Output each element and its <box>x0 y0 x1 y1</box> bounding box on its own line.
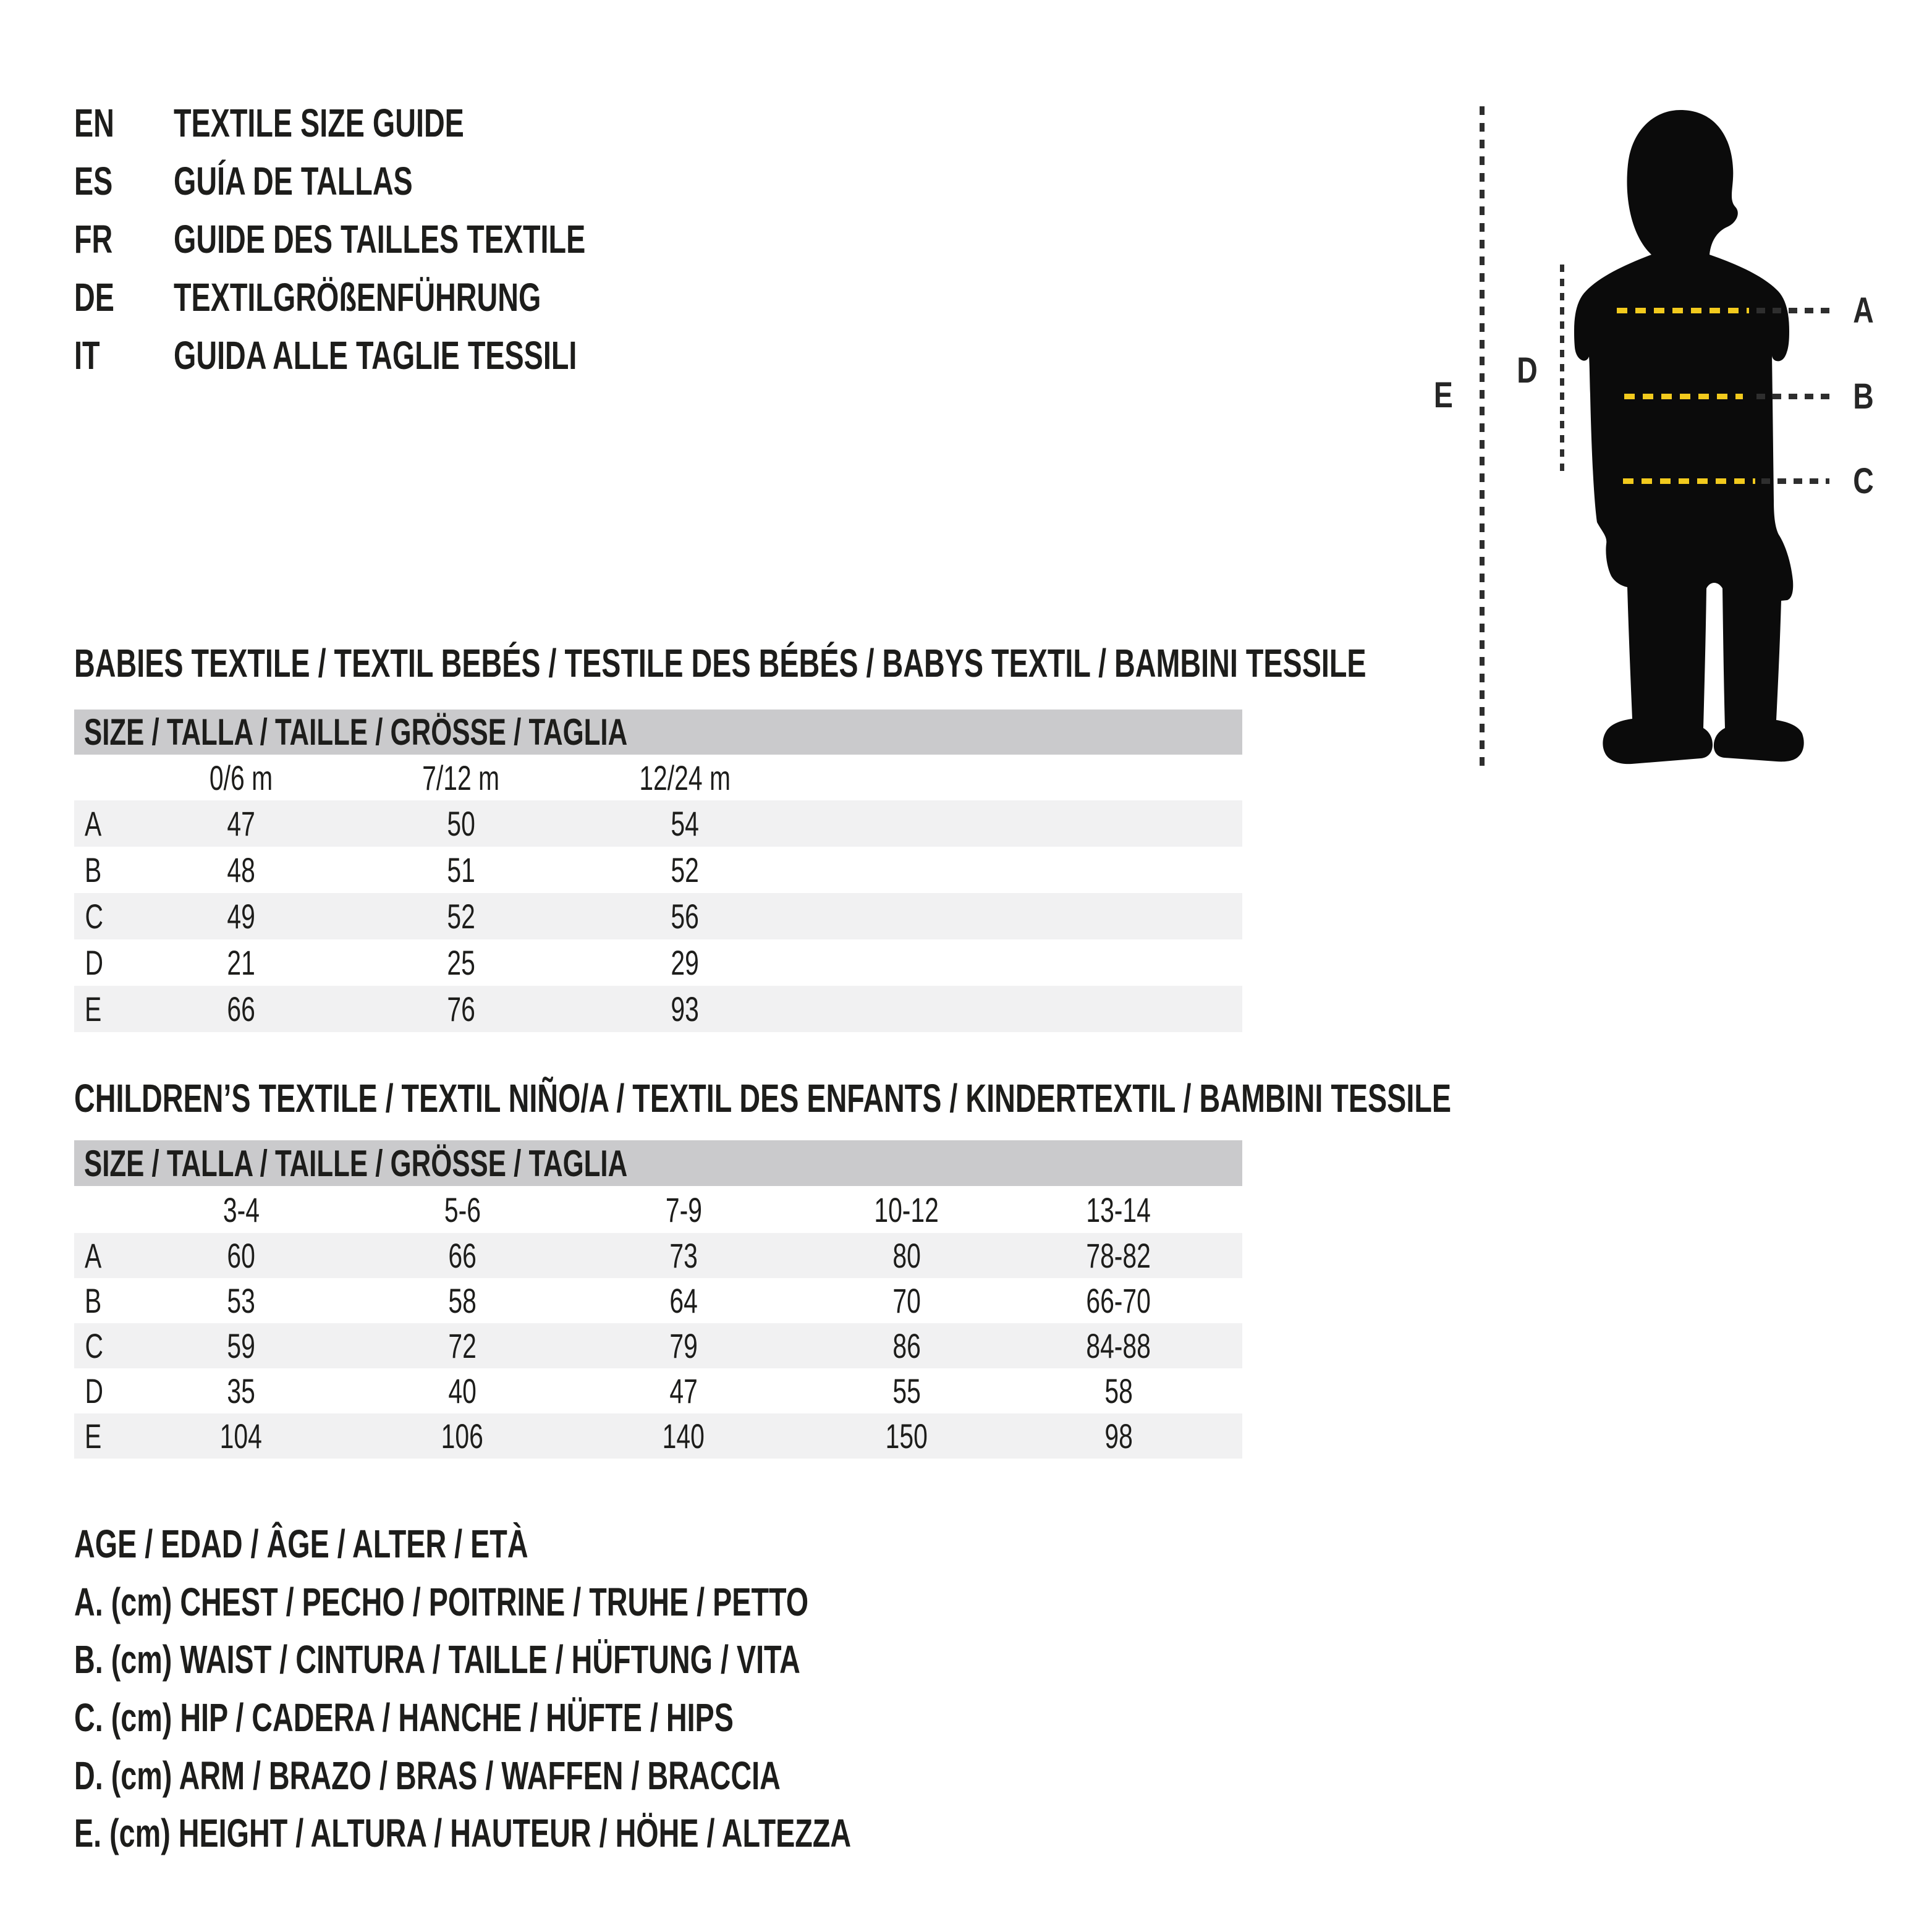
babies-row-label-d: D <box>85 943 103 982</box>
waist-measure-leader-b <box>1756 394 1829 399</box>
chest-measure-line-a <box>1617 308 1749 313</box>
table-cell: 47 <box>227 804 255 843</box>
figure-label-b: B <box>1853 376 1874 417</box>
children-col-header-3-4: 3-4 <box>222 1190 260 1229</box>
table-cell: 86 <box>892 1326 921 1365</box>
legend-waist: B. (cm) WAIST / CINTURA / TAILLE / HÜFTUNG / VITA <box>74 1637 800 1682</box>
babies-col-header-0-6m: 0/6 m <box>209 758 273 797</box>
table-cell: 79 <box>669 1326 698 1365</box>
lang-code-fr: FR <box>74 217 113 261</box>
child-silhouette-icon <box>1533 105 1817 773</box>
babies-col-header-12-24m: 12/24 m <box>639 758 731 797</box>
table-cell: 64 <box>669 1281 698 1320</box>
chest-measure-leader-a <box>1756 308 1829 313</box>
lang-title-de: TEXTILGRÖßENFÜHRUNG <box>174 275 541 320</box>
table-cell: 66 <box>227 989 255 1028</box>
table-cell: 73 <box>669 1236 698 1275</box>
table-cell: 150 <box>885 1417 928 1455</box>
table-cell: 25 <box>447 943 475 982</box>
table-cell: 93 <box>671 989 699 1028</box>
table-cell: 66-70 <box>1086 1281 1151 1320</box>
lang-title-en: TEXTILE SIZE GUIDE <box>174 101 464 145</box>
legend-height: E. (cm) HEIGHT / ALTURA / HAUTEUR / HÖHE / ALTEZZA <box>74 1811 852 1855</box>
children-row-label-a: A <box>85 1236 102 1275</box>
babies-col-header-7-12m: 7/12 m <box>422 758 500 797</box>
table-cell: 40 <box>448 1371 477 1410</box>
hip-measure-leader-c <box>1761 478 1829 484</box>
table-cell: 53 <box>227 1281 255 1320</box>
children-col-header-13-14: 13-14 <box>1086 1190 1151 1229</box>
babies-row-label-e: E <box>85 989 102 1028</box>
figure-label-c: C <box>1853 461 1874 501</box>
lang-code-it: IT <box>74 333 100 378</box>
legend-hip: C. (cm) HIP / CADERA / HANCHE / HÜFTE / HIPS <box>74 1695 734 1740</box>
table-cell: 140 <box>662 1417 705 1455</box>
legend-chest: A. (cm) CHEST / PECHO / POITRINE / TRUHE / PETTO <box>74 1580 809 1624</box>
table-cell: 60 <box>227 1236 255 1275</box>
table-cell: 58 <box>448 1281 477 1320</box>
children-row-label-c: C <box>85 1326 103 1365</box>
children-row-label-b: B <box>85 1281 102 1320</box>
table-cell: 54 <box>671 804 699 843</box>
figure-label-a: A <box>1853 290 1874 331</box>
table-cell: 80 <box>892 1236 921 1275</box>
figure-label-d: D <box>1517 350 1538 391</box>
children-table-header-bar: SIZE / TALLA / TAILLE / GRÖSSE / TAGLIA <box>74 1140 1242 1186</box>
table-cell: 52 <box>671 850 699 889</box>
children-section-title: CHILDREN’S TEXTILE / TEXTIL NIÑO/A / TEXTIL DES ENFANTS / KINDERTEXTIL / BAMBINI TESSILE <box>74 1076 1452 1121</box>
children-row-label-d: D <box>85 1371 103 1410</box>
table-cell: 66 <box>448 1236 477 1275</box>
table-cell: 48 <box>227 850 255 889</box>
children-col-header-5-6: 5-6 <box>444 1190 481 1229</box>
table-cell: 29 <box>671 943 699 982</box>
babies-row-label-b: B <box>85 850 102 889</box>
table-cell: 56 <box>671 897 699 936</box>
table-cell: 98 <box>1104 1417 1133 1455</box>
table-cell: 49 <box>227 897 255 936</box>
table-cell: 52 <box>447 897 475 936</box>
legend-arm: D. (cm) ARM / BRAZO / BRAS / WAFFEN / BRACCIA <box>74 1753 781 1798</box>
table-cell: 55 <box>892 1371 921 1410</box>
table-cell: 70 <box>892 1281 921 1320</box>
children-col-header-10-12: 10-12 <box>874 1190 939 1229</box>
table-cell: 72 <box>448 1326 477 1365</box>
table-cell: 106 <box>441 1417 484 1455</box>
lang-title-it: GUIDA ALLE TAGLIE TESSILI <box>174 333 577 378</box>
waist-measure-line-b <box>1624 394 1743 399</box>
table-cell: 104 <box>219 1417 263 1455</box>
table-cell: 84-88 <box>1086 1326 1151 1365</box>
babies-row-label-c: C <box>85 897 103 936</box>
babies-row-label-a: A <box>85 804 102 843</box>
table-cell: 58 <box>1104 1371 1133 1410</box>
legend-age: AGE / EDAD / ÂGE / ALTER / ETÀ <box>74 1522 528 1566</box>
hip-measure-line-c <box>1623 478 1755 484</box>
table-cell: 59 <box>227 1326 255 1365</box>
figure-label-e: E <box>1433 375 1453 415</box>
table-cell: 50 <box>447 804 475 843</box>
table-cell: 21 <box>227 943 255 982</box>
babies-table-header-bar: SIZE / TALLA / TAILLE / GRÖSSE / TAGLIA <box>74 710 1242 755</box>
lang-code-en: EN <box>74 101 114 145</box>
lang-code-es: ES <box>74 159 113 203</box>
table-cell: 78-82 <box>1086 1236 1151 1275</box>
table-cell: 47 <box>669 1371 698 1410</box>
table-cell: 35 <box>227 1371 255 1410</box>
table-cell: 76 <box>447 989 475 1028</box>
lang-title-fr: GUIDE DES TAILLES TEXTILE <box>174 217 586 261</box>
children-row-label-e: E <box>85 1417 102 1455</box>
lang-title-es: GUÍA DE TALLAS <box>174 159 413 203</box>
table-cell: 51 <box>447 850 475 889</box>
lang-code-de: DE <box>74 275 114 320</box>
children-col-header-7-9: 7-9 <box>665 1190 702 1229</box>
babies-section-title: BABIES TEXTILE / TEXTIL BEBÉS / TESTILE DES BÉBÉS / BABYS TEXTIL / BAMBINI TESSILE <box>74 641 1366 685</box>
